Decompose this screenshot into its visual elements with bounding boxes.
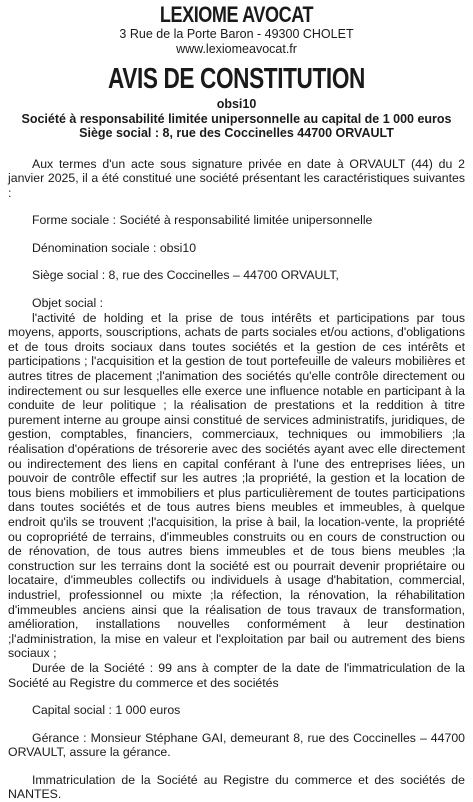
law-firm-address: 3 Rue de la Porte Baron - 49300 CHOLET (8, 27, 465, 42)
notice-body (8, 157, 465, 802)
management-paragraph: Gérance : Monsieur Stéphane GAI, demeurant 8, rue des Coccinelles – 44700 ORVAULT, assure la gérance. (8, 731, 465, 760)
law-firm-website: www.lexiomeavocat.fr (8, 42, 465, 57)
law-firm-name: LEXIOME AVOCAT (49, 3, 424, 27)
law-firm-header (8, 3, 465, 57)
registered-office-paragraph: Siège social : 8, rue des Coccinelles – 44700 ORVAULT, (8, 268, 465, 283)
duration-paragraph: Durée de la Société : 99 ans à compter de la date de l'immatriculation de la Société au Registre du commerce et des sociétés (8, 661, 465, 690)
share-capital-paragraph: Capital social : 1 000 euros (8, 703, 465, 718)
head-office-line: Siège social : 8, rue des Coccinelles 44700 ORVAULT (8, 126, 465, 141)
intro-paragraph: Aux termes d'un acte sous signature privée en date à ORVAULT (44) du 2 janvier 2025, il a été constitué une société présentant les caractéristiques suivantes : (8, 157, 465, 201)
legal-form-paragraph: Forme sociale : Société à responsabilité limitée unipersonnelle (8, 213, 465, 228)
company-type-line: Société à responsabilité limitée unipersonnelle au capital de 1 000 euros (8, 112, 465, 127)
company-denomination-paragraph: Dénomination sociale : obsi10 (8, 241, 465, 256)
corporate-purpose-label: Objet social : (8, 296, 465, 311)
company-name: obsi10 (8, 97, 465, 112)
company-summary (8, 97, 465, 141)
registration-paragraph: Immatriculation de la Société au Registre du commerce et des sociétés de NANTES. (8, 773, 465, 802)
notice-title: AVIS DE CONSTITUTION (58, 63, 414, 95)
corporate-purpose-text: l'activité de holding et la prise de tous intérêts et participations par tous moyens, apports, souscriptions, achats de parts sociales et/ou actions, d'obligations et de tous droits sociaux dans toutes sociétés et la gestion de ces intérêts et participations ; l'acquisition et la gestion de tout portefeuille de valeurs mobilières et autres titres de placement ;l'animation des sociétés qu'elle contrôle directement ou indirectement ou sur lesquelles elle exerce une influence notable en participant à la conduite de leur politique ; la réalisation de prestations et la reddition à titre purement interne au groupe ainsi constitué de services administratifs, juridiques, de gestion, comptables, financiers, commerciaux, techniques ou immobiliers ;la réalisation d'opérations de trésorerie avec des sociétés ayant avec elle directement ou indirectement des liens en capital conférant à l'une des entreprises liées, un pouvoir de contrôle effectif sur les autres ;la propriété, la gestion et la location de tous biens mobiliers et immobiliers et plus particulièrement de toutes participations dans toutes sociétés et de tous autres biens meubles et immeubles, à quelque endroit qu'ils se trouvent ;l'acquisition, la prise à bail, la location-vente, la propriété ou copropriété de terrains, d'immeubles construits ou en cours de construction ou de rénovation, de tous autres biens immeubles et de tous biens meubles ;la construction sur les terrains dont la société est ou pourrait devenir propriétaire ou locataire, d'immeubles collectifs ou individuels à usage d'habitation, commercial, industriel, professionnel ou mixte ;la réfection, la rénovation, la réhabilitation d'immeubles anciens ainsi que la réalisation de tous travaux de transformation, amélioration, installations nouvelles conformément à leur destination ;l'administration, la mise en valeur et l'exploitation par bail ou autrement des biens sociaux ; (8, 311, 465, 661)
